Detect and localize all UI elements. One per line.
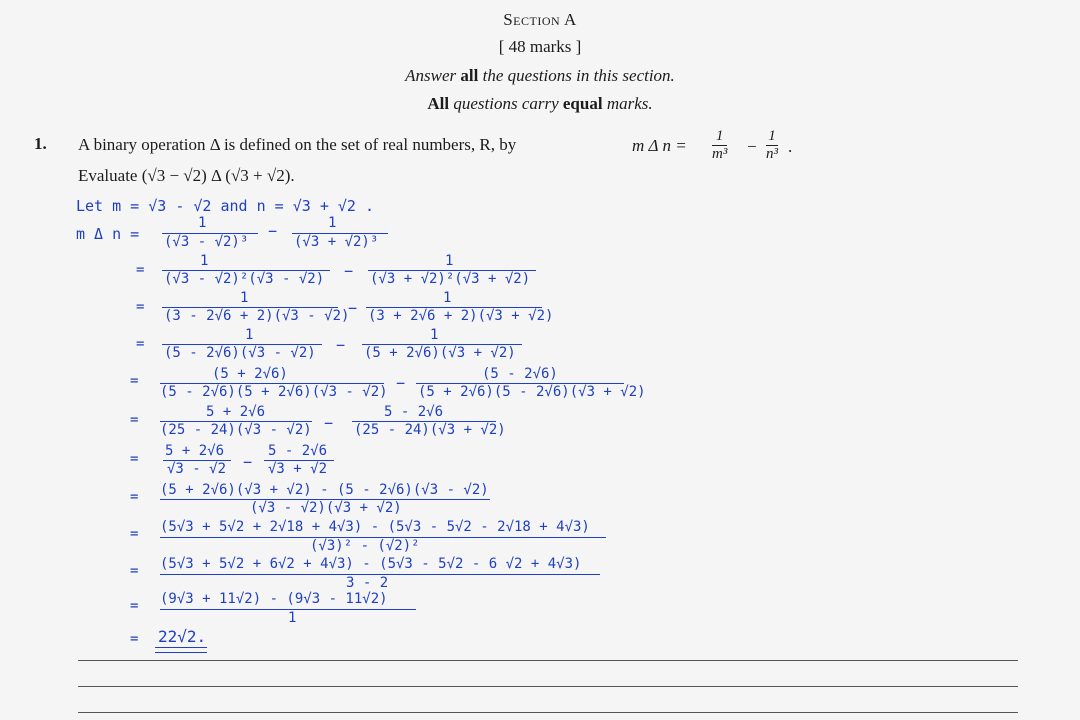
question-number: 1. [34,134,47,153]
evaluate-text: Evaluate (√3 − √2) Δ (√3 + √2). [78,166,295,185]
s2-eq: = [136,262,145,278]
s7-eq: = [130,451,139,467]
s6-den2: (25 - 24)(√3 + √2) [354,422,506,438]
s3-den2: (3 + 2√6 + 2)(√3 + √2) [368,308,554,324]
s1-den1: (√3 - √2)³ [164,234,249,250]
s8-eq: = [130,489,139,505]
s2-num2: 1 [445,253,454,269]
s2-num1: 1 [200,253,209,269]
def-frac2-num: 1 [766,128,778,146]
s2-den1: (√3 - √2)²(√3 - √2) [164,271,325,287]
s6-minus: − [324,414,334,432]
s1-num1: 1 [198,215,207,231]
s7-den1: √3 - √2 [167,461,227,477]
definition-fraction-2 [766,128,778,163]
s7-den2: √3 + √2 [268,461,328,477]
s3-den1: (3 - 2√6 + 2)(√3 - √2) [164,308,350,324]
s5-den1: (5 - 2√6)(5 + 2√6)(√3 - √2) [160,384,388,400]
s4-eq: = [136,336,145,352]
instruction-2 [0,94,1080,114]
s9-eq: = [130,526,139,542]
s6-den1: (25 - 24)(√3 - √2) [160,422,312,438]
s10-eq: = [130,563,139,579]
s10-den: 3 - 2 [346,575,389,591]
instruction-2-bold-1: All [427,94,450,113]
s7-num1: 5 + 2√6 [165,443,225,459]
instruction-2-post: marks. [602,94,653,113]
s3-minus: − [348,299,358,317]
s11-den: 1 [288,610,297,626]
instruction-2-bold-2: equal [562,94,603,113]
s9-num: (5√3 + 5√2 + 2√18 + 4√3) - (5√3 - 5√2 - 2√18 + 4√3) [160,519,590,535]
final-answer: 22√2. [158,627,207,646]
s11-num: (9√3 + 11√2) - (9√3 - 11√2) [160,591,388,607]
answer-rule-3 [78,712,1018,713]
s3-num1: 1 [240,290,249,306]
answer-double-underline [155,647,207,653]
answer-rule-1 [78,660,1018,661]
s5-eq: = [130,373,139,389]
s5-minus: − [396,374,406,392]
s8-num: (5 + 2√6)(√3 + √2) - (5 - 2√6)(√3 - √2) [160,482,489,498]
s1-minus: − [268,222,278,240]
s6-num1: 5 + 2√6 [206,404,266,420]
let-line: Let m = √3 - √2 and n = √3 + √2 . [76,197,375,215]
instruction-2-mid: questions carry [449,94,563,113]
s4-den2: (5 + 2√6)(√3 + √2) [364,345,516,361]
instruction-1-pre: Answer [405,66,461,85]
s1-num2: 1 [328,215,337,231]
definition-lhs: m Δ n = [632,136,687,155]
s3-num2: 1 [443,290,452,306]
instruction-1 [0,66,1080,86]
s6-eq: = [130,412,139,428]
s6-num2: 5 - 2√6 [384,404,444,420]
s3-eq: = [136,299,145,315]
lhs-label: m Δ n = [76,225,140,243]
s5-num2: (5 - 2√6) [482,366,558,382]
def-frac1-num: 1 [712,128,727,146]
s4-num1: 1 [245,327,254,343]
s5-den2: (5 + 2√6)(5 - 2√6)(√3 + √2) [418,384,646,400]
section-title: Section A [503,10,577,29]
answer-rule-2 [78,686,1018,687]
s10-num: (5√3 + 5√2 + 6√2 + 4√3) - (5√3 - 5√2 - 6 √2 + 4√3) [160,556,582,572]
section-marks: [ 48 marks ] [498,37,582,56]
s2-minus: − [344,262,354,280]
s9-den: (√3)² - (√2)² [310,538,420,554]
s5-num1: (5 + 2√6) [212,366,288,382]
s7-minus: − [243,453,253,471]
s1-den2: (√3 + √2)³ [294,234,379,250]
def-frac2-den: n³ [766,146,778,162]
instruction-1-bold: all [460,66,479,85]
definition-fraction-1 [712,128,727,163]
s2-den2: (√3 + √2)²(√3 + √2) [370,271,531,287]
def-frac1-den: m³ [712,146,728,162]
s11-eq: = [130,598,139,614]
instruction-1-post: the questions in this section. [478,66,675,85]
s7-num2: 5 - 2√6 [268,443,328,459]
s4-num2: 1 [430,327,439,343]
definition-end: . [788,137,793,156]
answer-eq: = [130,631,139,647]
definition-minus: − [747,137,757,156]
s8-den: (√3 - √2)(√3 + √2) [250,500,402,516]
s4-minus: − [336,336,346,354]
question-text: A binary operation Δ is defined on the set of real numbers, R, by [78,135,517,154]
s4-den1: (5 - 2√6)(√3 - √2) [164,345,316,361]
